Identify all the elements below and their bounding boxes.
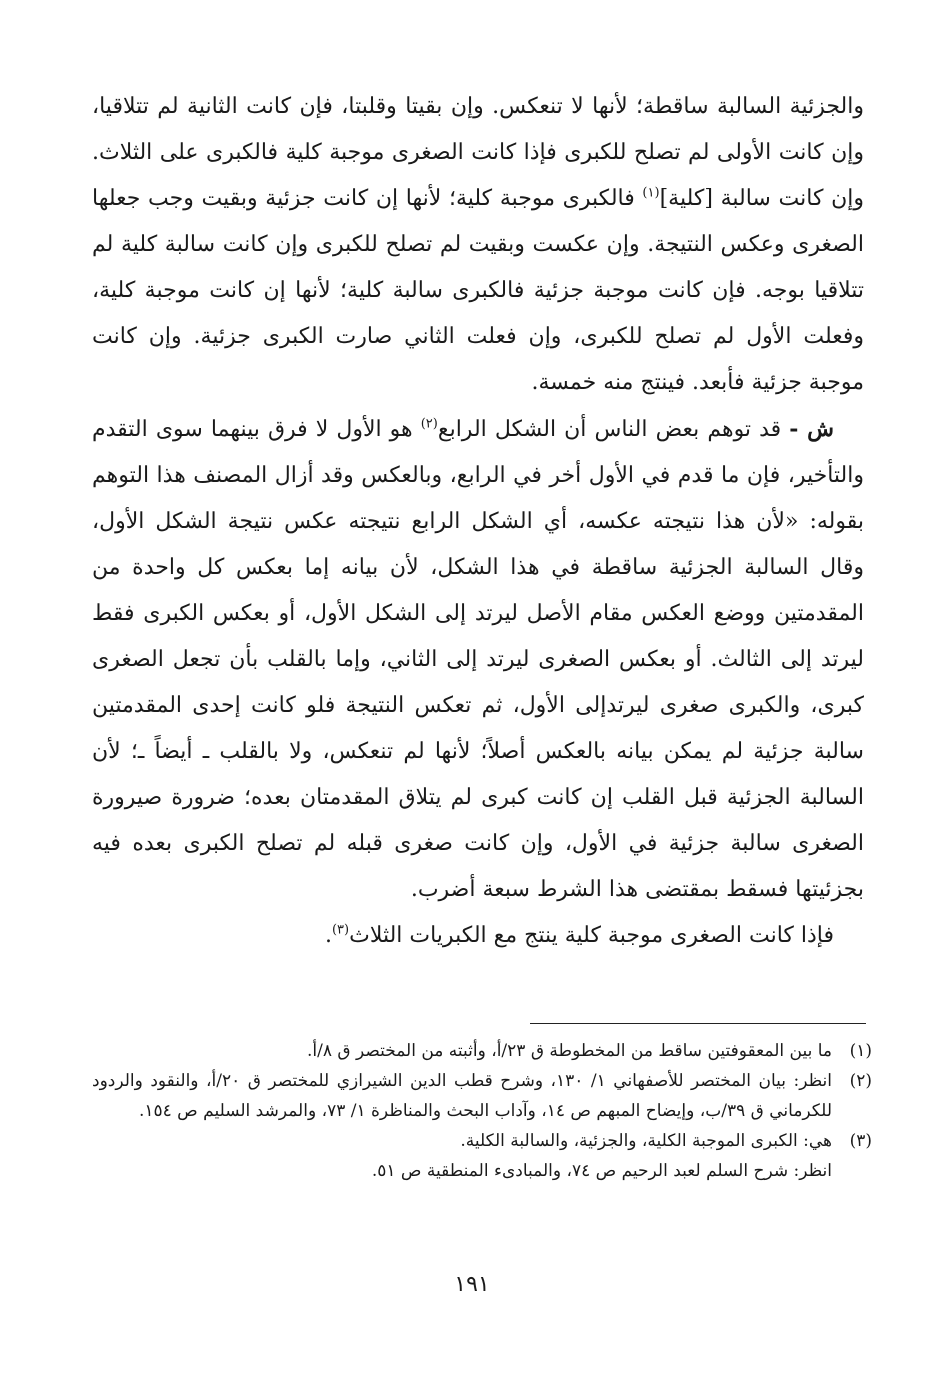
paragraph-3: فإذا كانت الصغرى موجبة كلية ينتج مع الكبريات الثلاث$^{(٣)}$.	[324, 922, 834, 948]
footnote-text: انظر: بيان المختصر للأصفهاني ١/ ١٣٠، وشرح قطب الدين الشيرازي للمختصر ق ٢٠/أ، والنقود والردود للكرماني ق ٣٩/ب، وإيضاح المبهم ص ١٤، وآداب البحث والمناظرة ١/ ٧٣، والمرشد السليم ص ١٥٤.	[92, 1071, 832, 1121]
footnotes	[92, 1036, 872, 1186]
footnote-number: (٢)	[849, 1071, 872, 1091]
main-text	[92, 84, 864, 959]
footnote-text: هي: الكبرى الموجبة الكلية، والجزئية، والسالبة الكلية.	[460, 1131, 832, 1151]
commentary-marker: ش -	[789, 416, 834, 442]
footnote-ref-3[interactable]: (٣)	[331, 922, 350, 938]
paragraph-1: والجزئية السالبة ساقطة؛ لأنها لا تنعكس. وإن بقيتا وقلبتا، فإن كانت الثانية لم تتلاقيا، وإن كانت الأولى لم تصلح للكبرى فإذا كانت الصغرى موجبة كلية فالكبرى على الثلاث. وإن كانت سالبة [كلية]$^{(١)}$ فالكبرى موجبة كلية؛ لأنها إن كانت جزئية وبقيت وجب جعلها الصغرى وعكس النتيجة. وإن عكست وبقيت لم تصلح للكبرى وإن كانت سالبة كلية لم تتلاقيا بوجه. فإن كانت موجبة جزئية فالكبرى سالبة كلية؛ لأنها إن كانت موجبة كلية، وفعلت الأول لم تصلح للكبرى، وإن فعلت الثاني صارت الكبرى جزئية. وإن كانت موجبة جزئية فأبعد. فينتج منه خمسة.	[92, 94, 865, 395]
footnote-1	[92, 1036, 872, 1066]
paragraph-2: ش - قد توهم بعض الناس أن الشكل الرابع$^{(٢)}$ هو الأول لا فرق بينهما سوى التقدم والتأخير، فإن ما قدم في الأول أخر في الرابع، وبالعكس وقد أزال المصنف هذا التوهم بقوله: «لأن هذا نتيجته عكسه، أي الشكل الرابع نتيجته عكس نتيجة الشكل الأول، وقال السالبة الجزئية ساقطة في هذا الشكل، لأن بيانه إما بعكس كل واحدة من المقدمتين ووضع العكس مقام الأصل ليرتد إلى الشكل الأول، أو بعكس الكبرى فقط ليرتد إلى الثالث. أو بعكس الصغرى ليرتد إلى الثاني، وإما بالقلب بأن تجعل الصغرى كبرى، والكبرى صغرى ليرتدإلى الأول، ثم تعكس النتيجة فلو كانت إحدى المقدمتين سالبة جزئية لم يمكن بيانه بالعكس أصلاً؛ لأنها لم تنعكس، ولا بالقلب ـ أيضاً ـ؛ لأن السالبة الجزئية قبل القلب إن كانت كبرى لم يتلاق المقدمتان بعده؛ ضرورة صيرورة الصغرى سالبة جزئية في الأول، وإن كانت صغرى قبله لم تصلح الكبرى بعده فيه بجزئيتها فسقط بمقتضى هذا الشرط سبعة أضرب.	[92, 416, 865, 902]
footnote-3-continuation: انظر: شرح السلم لعبد الرحيم ص ٧٤، والمبادىء المنطقية ص ٥١.	[371, 1161, 832, 1181]
footnote-number: (١)	[849, 1041, 872, 1061]
footnote-ref-1[interactable]: (١)	[642, 185, 660, 201]
footnote-text: ما بين المعقوفتين ساقط من المخطوطة ق ٢٣/أ، وأثبته من المختصر ق ٨/أ.	[306, 1041, 832, 1061]
page-number: ١٩١	[454, 1272, 490, 1297]
footnote-2	[92, 1066, 872, 1126]
footnote-3	[92, 1126, 872, 1156]
footnote-number: (٣)	[849, 1131, 872, 1151]
footnote-divider	[530, 1023, 866, 1024]
footnote-ref-2[interactable]: (٢)	[420, 416, 438, 432]
